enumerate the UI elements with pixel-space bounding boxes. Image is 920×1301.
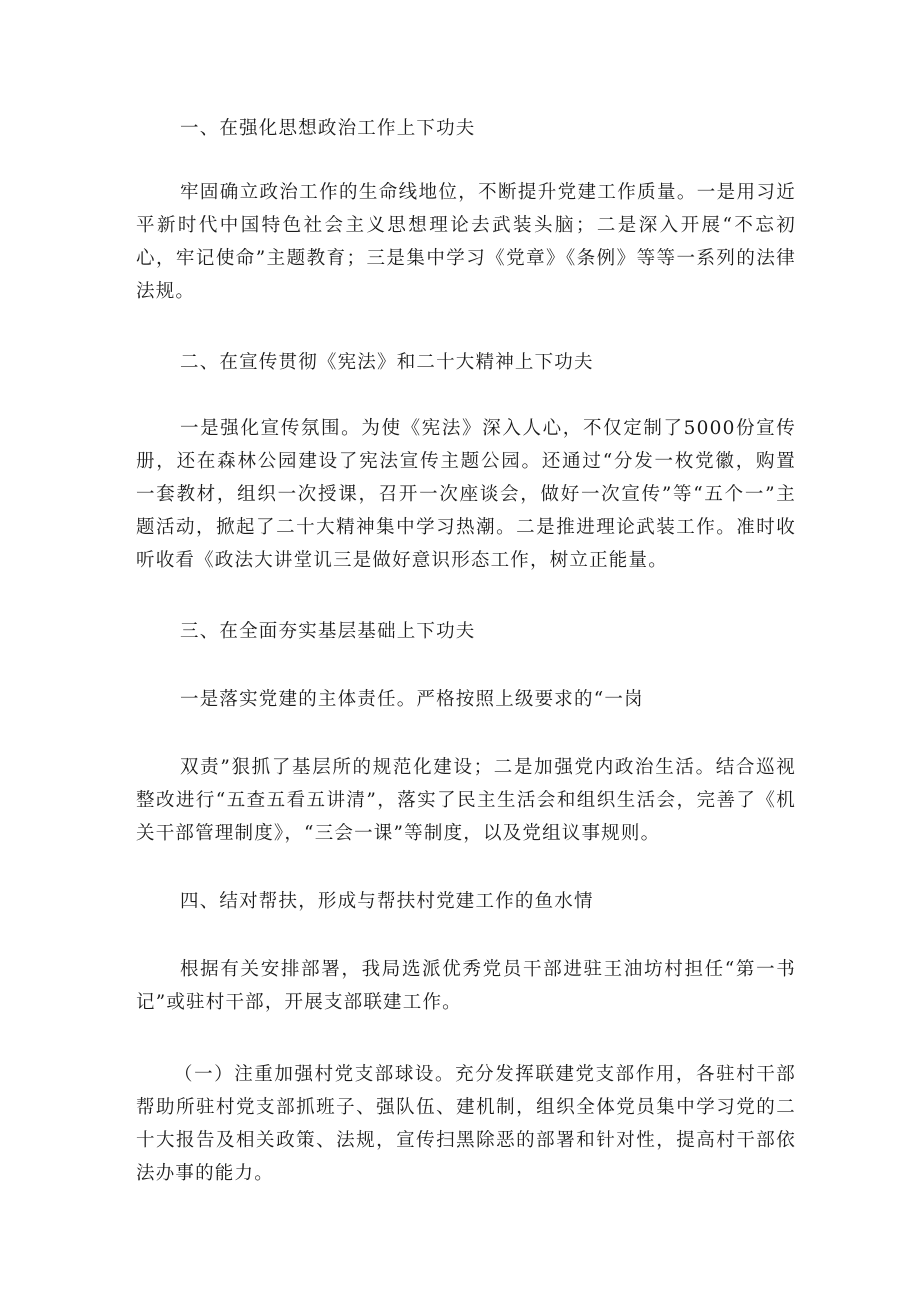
section-2-heading: 二、在宣传贯彻《宪法》和二十大精神上下功夫 bbox=[180, 352, 594, 373]
section-4-subsection-1: （一）注重加强村党支部球设。充分发挥联建党支部作用，各驻村干部帮助所驻村党支部抓班子、强队伍、建机制，组织全体党员集中学习党的二十大报告及相关政策、法规，宣传扫黑除恶的部署和针对性，提高村干部依法办事的能力。 bbox=[136, 1064, 796, 1184]
section-4-heading: 四、结对帮扶，形成与帮扶村党建工作的鱼水情 bbox=[180, 891, 594, 912]
section-4-body: 根据有关安排部署，我局选派优秀党员干部进驻王油坊村担任“第一书记”或驻村干部，开展支部联建工作。 bbox=[136, 959, 796, 1013]
section-3-body-part-2: 双责”狠抓了基层所的规范化建设；二是加强党内政治生活。结合巡视整改进行“五查五看五讲清”，落实了民主生活会和组织生活会，完善了《机关干部管理制度》，“三会一课”等制度，以及党组议事规则。 bbox=[136, 757, 796, 844]
section-1-body: 牢固确立政治工作的生命线地位，不断提升党建工作质量。一是用习近平新时代中国特色社会主义思想理论去武装头脑；二是深入开展“不忘初心，牢记使命”主题教育；三是集中学习《党章》《条例》等等一系列的法律法规。 bbox=[136, 182, 796, 302]
section-1-heading: 一、在强化思想政治工作上下功夫 bbox=[180, 118, 476, 139]
section-3-heading: 三、在全面夯实基层基础上下功夫 bbox=[180, 621, 476, 642]
section-3-body-part-1: 一是落实党建的主体责任。严格按照上级要求的“一岗 bbox=[180, 689, 644, 710]
section-2-body: 一是强化宣传氛围。为使《宪法》深入人心，不仅定制了5000份宣传册，还在森林公园建设了宪法宣传主题公园。还通过“分发一枚党徽，购置一套教材，组织一次授课，召开一次座谈会，做好一次宣传”等“五个一”主题活动，掀起了二十大精神集中学习热潮。二是推进理论武装工作。准时收听收看《政法大讲堂讥三是做好意识形态工作，树立正能量。 bbox=[136, 418, 796, 571]
